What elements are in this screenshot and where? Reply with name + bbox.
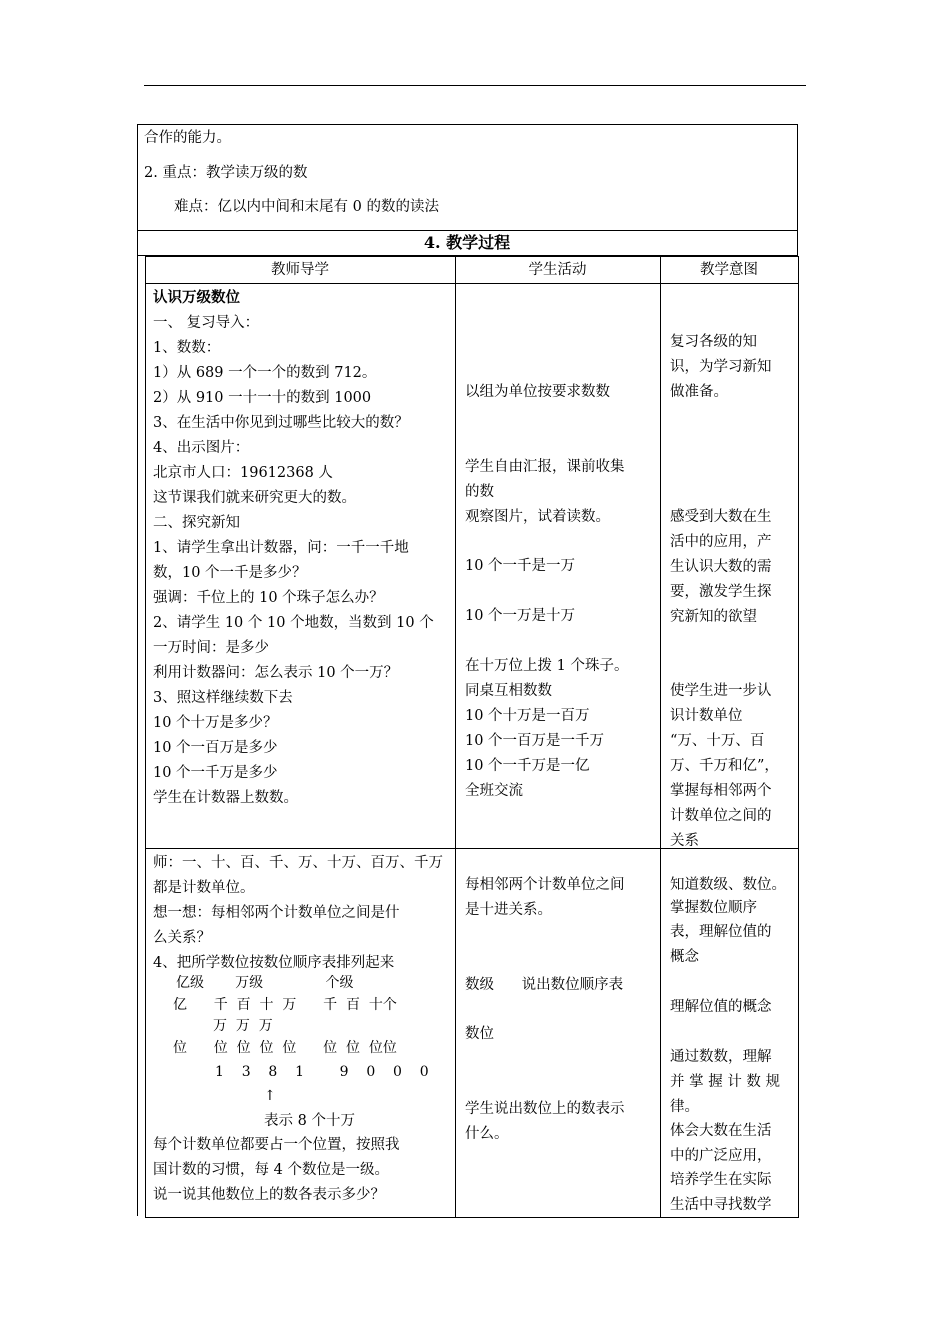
- intent-line: 活中的应用，产: [670, 534, 772, 550]
- arrow-up-icon: ↑: [264, 1088, 276, 1104]
- row2-teacher-cell-bottom: [153, 1133, 400, 1208]
- intent-line: 关系: [670, 833, 699, 849]
- intent-line: 表，理解位值的: [670, 924, 772, 940]
- digit-grid-note: 表示 8 个十万: [264, 1113, 355, 1129]
- header-intent: 教学意图: [700, 262, 758, 278]
- teacher-line: 说一说其他数位上的数各表示多少？: [153, 1187, 385, 1203]
- digit-grid-positions: 位 位 位 位 位 位 位 位位: [173, 1040, 397, 1056]
- intent-line: 掌握每相邻两个: [670, 783, 772, 799]
- intent-line: 识计数单位: [670, 708, 743, 724]
- student-line: 数位: [465, 1026, 494, 1042]
- intent-line: 万、千万和亿”，: [670, 758, 779, 774]
- section-title: 4. 教学过程: [423, 233, 511, 252]
- col-divider-1: [455, 256, 456, 1218]
- student-line: 10 个一万是十万: [465, 608, 576, 624]
- student-line: 同桌互相数数: [465, 683, 552, 699]
- intent-line: 中的广泛应用，: [670, 1148, 772, 1164]
- intent-line: 生活中寻找数学: [670, 1197, 772, 1213]
- row2-teacher-cell-top: [153, 851, 443, 976]
- intent-line: “万、十万、百: [670, 733, 765, 749]
- intent-line: 究新知的欲望: [670, 609, 757, 625]
- student-line: 什么。: [465, 1126, 509, 1142]
- intent-line: 知道数级、数位。: [670, 877, 786, 893]
- teacher-line: 10 个一百万是多少: [153, 740, 278, 756]
- divider: [137, 230, 798, 231]
- teacher-line: 想一想：每相邻两个计数单位之间是什: [153, 905, 400, 921]
- intent-line: 要，激发学生探: [670, 584, 772, 600]
- student-line: 10 个一千是一万: [465, 558, 576, 574]
- intro-line-1: 合作的能力。: [144, 130, 231, 146]
- intent-line: 通过数数，理解: [670, 1049, 772, 1065]
- row1-teacher-title: 认识万级数位: [153, 289, 240, 306]
- intent-line: 并 掌 握 计 数 规: [670, 1074, 781, 1090]
- teacher-line: 3、在生活中你见到过哪些比较大的数？: [153, 415, 409, 431]
- header-rule: [144, 85, 806, 86]
- intent-line: 复习各级的知: [670, 334, 757, 350]
- intent-line: 培养学生在实际: [670, 1172, 772, 1188]
- teacher-line: 国计数的习惯，每 4 个数位是一级。: [153, 1162, 389, 1178]
- teacher-line: 这节课我们就来研究更大的数。: [153, 490, 356, 506]
- teacher-line: 4、把所学数位按数位顺序表排列起来: [153, 955, 395, 971]
- teacher-line: 3、照这样继续数下去: [153, 690, 293, 706]
- teacher-line: 2、请学生 10 个 10 个地数，当数到 10 个: [153, 615, 434, 631]
- teacher-line: 数，10 个一千是多少？: [153, 565, 307, 581]
- intent-line: 感受到大数在生: [670, 509, 772, 525]
- student-line: 以组为单位按要求数数: [465, 384, 610, 400]
- teacher-line: 每个计数单位都要占一个位置，按照我: [153, 1137, 400, 1153]
- student-line: 在十万位上拨 1 个珠子。: [465, 658, 629, 674]
- teacher-line: 师：一、十、百、千、万、十万、百万、千万: [153, 855, 443, 871]
- digit-grid-number: 1 3 8 1 9 0 0 0: [215, 1064, 429, 1080]
- student-line: 每相邻两个计数单位之间: [465, 877, 625, 893]
- teacher-line: 1、数数：: [153, 340, 221, 356]
- student-line: 学生说出数位上的数表示: [465, 1101, 625, 1117]
- teacher-line: 4、出示图片：: [153, 440, 250, 456]
- key-point-line: 2. 重点：教学读万级的数: [144, 165, 308, 181]
- student-line: 10 个十万是一百万: [465, 708, 590, 724]
- teacher-line: 都是计数单位。: [153, 880, 255, 896]
- intent-line: 掌握数位顺序: [670, 900, 757, 916]
- teacher-line: 2）从 910 一十一十的数到 1000: [153, 390, 372, 406]
- student-line: 10 个一千万是一亿: [465, 758, 590, 774]
- teacher-line: 1）从 689 一个一个的数到 712。: [153, 365, 377, 381]
- teacher-line: 二、探究新知: [153, 515, 240, 531]
- digit-grid-units: 亿 千 百 十 万 千 百 十个: [173, 997, 397, 1013]
- student-line: 观察图片，试着读数。: [465, 509, 610, 525]
- teacher-line: 1、请学生拿出计数器，问：一千一千地: [153, 540, 409, 556]
- student-line: 数级 说出数位顺序表: [465, 977, 624, 993]
- student-line: 是十进关系。: [465, 902, 552, 918]
- row1-teacher-cell: [153, 285, 434, 811]
- col-divider-2: [660, 256, 661, 1218]
- frame-left: [137, 256, 138, 1216]
- teacher-line: 么关系？: [153, 930, 211, 946]
- teacher-line: 10 个十万是多少？: [153, 715, 278, 731]
- intent-line: 律。: [670, 1099, 699, 1115]
- header-student: 学生活动: [528, 262, 587, 278]
- intent-line: 识，为学习新知: [670, 359, 772, 375]
- digit-grid-levels: 亿级 万级 个级: [176, 975, 354, 991]
- digit-grid-units-wan: 万 万 万: [213, 1018, 273, 1034]
- intent-line: 使学生进一步认: [670, 683, 772, 699]
- student-line: 10 个一百万是一千万: [465, 733, 605, 749]
- row-divider: [145, 848, 799, 849]
- student-line: 全班交流: [465, 783, 523, 799]
- teacher-line: 学生在计数器上数数。: [153, 790, 298, 806]
- teacher-line: 一万时间：是多少: [153, 640, 269, 656]
- student-line: 的数: [465, 484, 494, 500]
- teacher-line: 利用计数器问：怎么表示 10 个一万？: [153, 665, 399, 681]
- intent-line: 计数单位之间的: [670, 808, 772, 824]
- header-divider: [145, 283, 799, 284]
- teacher-line: 强调：千位上的 10 个珠子怎么办？: [153, 590, 384, 606]
- student-line: 学生自由汇报，课前收集: [465, 459, 625, 475]
- intent-line: 做准备。: [670, 384, 728, 400]
- intent-line: 生认识大数的需: [670, 559, 772, 575]
- intent-line: 理解位值的概念: [670, 999, 772, 1015]
- intent-line: 体会大数在生活: [670, 1123, 772, 1139]
- teacher-line: 一、 复习导入：: [153, 315, 260, 331]
- difficulty-line: 难点：亿以内中间和末尾有 0 的数的读法: [174, 199, 439, 215]
- teacher-line: 北京市人口：19612368 人: [153, 465, 333, 481]
- teacher-line: 10 个一千万是多少: [153, 765, 278, 781]
- intent-line: 概念: [670, 949, 699, 965]
- header-teacher: 教师导学: [271, 262, 329, 278]
